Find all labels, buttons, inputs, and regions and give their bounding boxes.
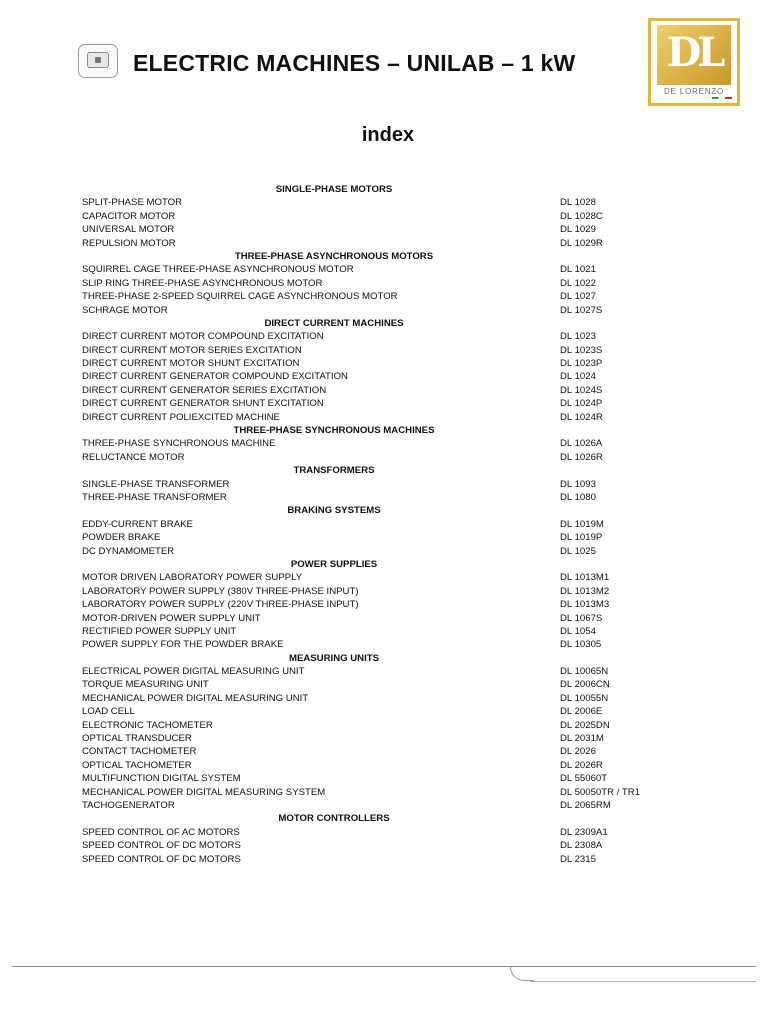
index-entry bbox=[82, 799, 682, 812]
entry-code: DL 1019M bbox=[560, 518, 604, 530]
entry-code: DL 10065N bbox=[560, 666, 609, 678]
entry-name: THREE-PHASE SYNCHRONOUS MACHINE bbox=[82, 438, 276, 450]
entry-code: DL 2026 bbox=[560, 746, 596, 758]
index-entry bbox=[82, 585, 682, 598]
entry-code: DL 1093 bbox=[560, 478, 596, 490]
entry-name: MECHANICAL POWER DIGITAL MEASURING SYSTEM bbox=[82, 786, 326, 798]
entry-name: DIRECT CURRENT MOTOR SHUNT EXCITATION bbox=[82, 358, 300, 370]
entry-name: SLIP RING THREE-PHASE ASYNCHRONOUS MOTOR bbox=[82, 277, 323, 289]
index-entry bbox=[82, 719, 682, 732]
index-entry bbox=[82, 625, 682, 638]
entry-name: LOAD CELL bbox=[82, 706, 135, 718]
entry-code: DL 1024S bbox=[560, 384, 603, 396]
index-entry bbox=[82, 210, 682, 223]
entry-name: SPEED CONTROL OF AC MOTORS bbox=[82, 826, 240, 838]
section-heading: MEASURING UNITS bbox=[288, 652, 380, 664]
index-entry bbox=[82, 397, 682, 410]
entry-name: SPLIT-PHASE MOTOR bbox=[82, 197, 183, 209]
entry-code: DL 1013M2 bbox=[560, 585, 610, 597]
entry-code: DL 1054 bbox=[560, 625, 596, 637]
index-heading: index bbox=[361, 124, 415, 146]
header-app-icon bbox=[78, 44, 118, 78]
entry-code: DL 1028 bbox=[560, 197, 596, 209]
footer-rule bbox=[12, 966, 756, 967]
section-heading: MOTOR CONTROLLERS bbox=[278, 813, 390, 825]
entry-name: SPEED CONTROL OF DC MOTORS bbox=[82, 853, 241, 865]
section-heading: POWER SUPPLIES bbox=[290, 558, 378, 570]
entry-name: SCHRAGE MOTOR bbox=[82, 304, 168, 316]
entry-code: DL 1024P bbox=[560, 398, 603, 410]
index-entry bbox=[82, 839, 682, 852]
entry-name: RECTIFIED POWER SUPPLY UNIT bbox=[82, 625, 237, 637]
section-heading: TRANSFORMERS bbox=[293, 465, 375, 477]
entry-name: MULTIFUNCTION DIGITAL SYSTEM bbox=[82, 773, 241, 785]
section-heading: SINGLE-PHASE MOTORS bbox=[275, 184, 393, 195]
index-entry bbox=[82, 290, 682, 303]
index-list bbox=[82, 183, 682, 866]
entry-code: DL 1023P bbox=[560, 358, 603, 370]
logo-letters: DL bbox=[666, 29, 722, 76]
entry-code: DL 1019P bbox=[560, 532, 603, 544]
entry-name: MECHANICAL POWER DIGITAL MEASURING UNIT bbox=[82, 692, 309, 704]
entry-name: LABORATORY POWER SUPPLY (220V THREE-PHASE INPUT) bbox=[82, 599, 359, 611]
entry-code: DL 2031M bbox=[560, 733, 604, 745]
section-heading: DIRECT CURRENT MACHINES bbox=[264, 317, 404, 329]
index-entry bbox=[82, 491, 682, 504]
entry-name: EDDY-CURRENT BRAKE bbox=[82, 518, 193, 530]
entry-code: DL 1029R bbox=[560, 237, 603, 249]
entry-name: SPEED CONTROL OF DC MOTORS bbox=[82, 840, 241, 852]
entry-name: CAPACITOR MOTOR bbox=[82, 210, 176, 222]
entry-name: TORQUE MEASURING UNIT bbox=[82, 679, 209, 691]
entry-code: DL 1025 bbox=[560, 545, 596, 557]
entry-code: DL 50050TR / TR1 bbox=[560, 786, 640, 798]
entry-name: OPTICAL TRANSDUCER bbox=[82, 733, 192, 745]
entry-code: DL 1028C bbox=[560, 210, 603, 222]
index-entry bbox=[82, 745, 682, 758]
entry-code: DL 2006E bbox=[560, 706, 603, 718]
index-entry bbox=[82, 678, 682, 691]
index-entry bbox=[82, 330, 682, 343]
entry-name: MOTOR DRIVEN LABORATORY POWER SUPPLY bbox=[82, 572, 303, 584]
entry-code: DL 55060T bbox=[560, 773, 608, 785]
entry-name: REPULSION MOTOR bbox=[82, 237, 176, 249]
entry-code: DL 2026R bbox=[560, 759, 603, 771]
entry-code: DL 2309A1 bbox=[560, 826, 608, 838]
entry-name: DIRECT CURRENT POLIEXCITED MACHINE bbox=[82, 411, 280, 423]
footer-rule-lower bbox=[530, 981, 756, 982]
index-entry bbox=[82, 384, 682, 397]
entry-code: DL 1022 bbox=[560, 277, 596, 289]
entry-code: DL 1024 bbox=[560, 371, 596, 383]
entry-code: DL 2006CN bbox=[560, 679, 610, 691]
index-entry bbox=[82, 638, 682, 651]
entry-code: DL 1026R bbox=[560, 451, 603, 463]
entry-name: UNIVERSAL MOTOR bbox=[82, 224, 175, 236]
section-heading: THREE-PHASE ASYNCHRONOUS MOTORS bbox=[234, 250, 434, 262]
index-entry bbox=[82, 545, 682, 558]
entry-name: POWDER BRAKE bbox=[82, 532, 161, 544]
index-entry bbox=[82, 518, 682, 531]
entry-code: DL 2065RM bbox=[560, 799, 611, 811]
index-entry bbox=[82, 786, 682, 799]
index-entry bbox=[82, 732, 682, 745]
entry-name: OPTICAL TACHOMETER bbox=[82, 759, 192, 771]
index-entry bbox=[82, 344, 682, 357]
entry-name: THREE-PHASE 2-SPEED SQUIRREL CAGE ASYNCHRONOUS MOTOR bbox=[82, 291, 398, 303]
index-entry bbox=[82, 531, 682, 544]
index-entry bbox=[82, 478, 682, 491]
entry-code: DL 1021 bbox=[560, 264, 596, 276]
index-entry bbox=[82, 196, 682, 209]
index-entry bbox=[82, 692, 682, 705]
entry-name: TACHOGENERATOR bbox=[82, 799, 175, 811]
entry-code: DL 1067S bbox=[560, 612, 603, 624]
index-entry bbox=[82, 451, 682, 464]
entry-name: DIRECT CURRENT MOTOR COMPOUND EXCITATION bbox=[82, 331, 324, 343]
document-title: ELECTRIC MACHINES – UNILAB – 1 kW bbox=[133, 50, 576, 76]
entry-name: POWER SUPPLY FOR THE POWDER BRAKE bbox=[82, 639, 284, 651]
entry-code: DL 1023 bbox=[560, 331, 596, 343]
index-entry bbox=[82, 223, 682, 236]
index-entry bbox=[82, 263, 682, 276]
entry-name: MOTOR-DRIVEN POWER SUPPLY UNIT bbox=[82, 612, 261, 624]
entry-name: CONTACT TACHOMETER bbox=[82, 746, 197, 758]
entry-name: RELUCTANCE MOTOR bbox=[82, 451, 185, 463]
entry-name: THREE-PHASE TRANSFORMER bbox=[82, 491, 227, 503]
entry-name: DC DYNAMOMETER bbox=[82, 545, 175, 557]
section-heading: THREE-PHASE SYNCHRONOUS MACHINES bbox=[233, 425, 435, 437]
index-entry bbox=[82, 370, 682, 383]
index-entry bbox=[82, 437, 682, 450]
entry-name: ELECTRONIC TACHOMETER bbox=[82, 719, 213, 731]
index-entry bbox=[82, 277, 682, 290]
index-entry bbox=[82, 357, 682, 370]
section-heading: BRAKING SYSTEMS bbox=[287, 505, 381, 517]
logo-italian-flag-stripe bbox=[712, 97, 732, 99]
index-entry bbox=[82, 853, 682, 866]
index-entry bbox=[82, 759, 682, 772]
entry-name: DIRECT CURRENT GENERATOR COMPOUND EXCITATION bbox=[82, 371, 348, 383]
header-app-icon-dot bbox=[95, 57, 101, 63]
index-entry bbox=[82, 571, 682, 584]
entry-code: DL 1080 bbox=[560, 491, 596, 503]
entry-name: LABORATORY POWER SUPPLY (380V THREE-PHASE INPUT) bbox=[82, 585, 359, 597]
index-entry bbox=[82, 598, 682, 611]
footer-rule-curve bbox=[510, 966, 534, 981]
entry-code: DL 1013M3 bbox=[560, 599, 610, 611]
entry-code: DL 1027 bbox=[560, 291, 596, 303]
index-entry bbox=[82, 612, 682, 625]
entry-code: DL 10055N bbox=[560, 692, 609, 704]
entry-code: DL 1013M1 bbox=[560, 572, 610, 584]
entry-code: DL 1027S bbox=[560, 304, 603, 316]
entry-code: DL 10305 bbox=[560, 639, 602, 651]
entry-code: DL 2025DN bbox=[560, 719, 610, 731]
logo-mark bbox=[657, 25, 731, 85]
index-entry bbox=[82, 237, 682, 250]
entry-name: SINGLE-PHASE TRANSFORMER bbox=[82, 478, 230, 490]
index-entry bbox=[82, 304, 682, 317]
entry-code: DL 1024R bbox=[560, 411, 603, 423]
index-entry bbox=[82, 665, 682, 678]
entry-name: DIRECT CURRENT GENERATOR SERIES EXCITATION bbox=[82, 384, 327, 396]
entry-code: DL 2308A bbox=[560, 840, 603, 852]
entry-name: SQUIRREL CAGE THREE-PHASE ASYNCHRONOUS MOTOR bbox=[82, 264, 354, 276]
index-entry bbox=[82, 705, 682, 718]
entry-name: ELECTRICAL POWER DIGITAL MEASURING UNIT bbox=[82, 666, 305, 678]
de-lorenzo-logo bbox=[648, 18, 740, 106]
index-entry bbox=[82, 411, 682, 424]
entry-name: DIRECT CURRENT GENERATOR SHUNT EXCITATION bbox=[82, 398, 324, 410]
logo-brand-text: DE LORENZO bbox=[663, 87, 724, 96]
entry-code: DL 1023S bbox=[560, 344, 603, 356]
entry-code: DL 1029 bbox=[560, 224, 596, 236]
entry-code: DL 1026A bbox=[560, 438, 603, 450]
entry-code: DL 2315 bbox=[560, 853, 596, 865]
index-entry bbox=[82, 826, 682, 839]
entry-name: DIRECT CURRENT MOTOR SERIES EXCITATION bbox=[82, 344, 302, 356]
index-entry bbox=[82, 772, 682, 785]
